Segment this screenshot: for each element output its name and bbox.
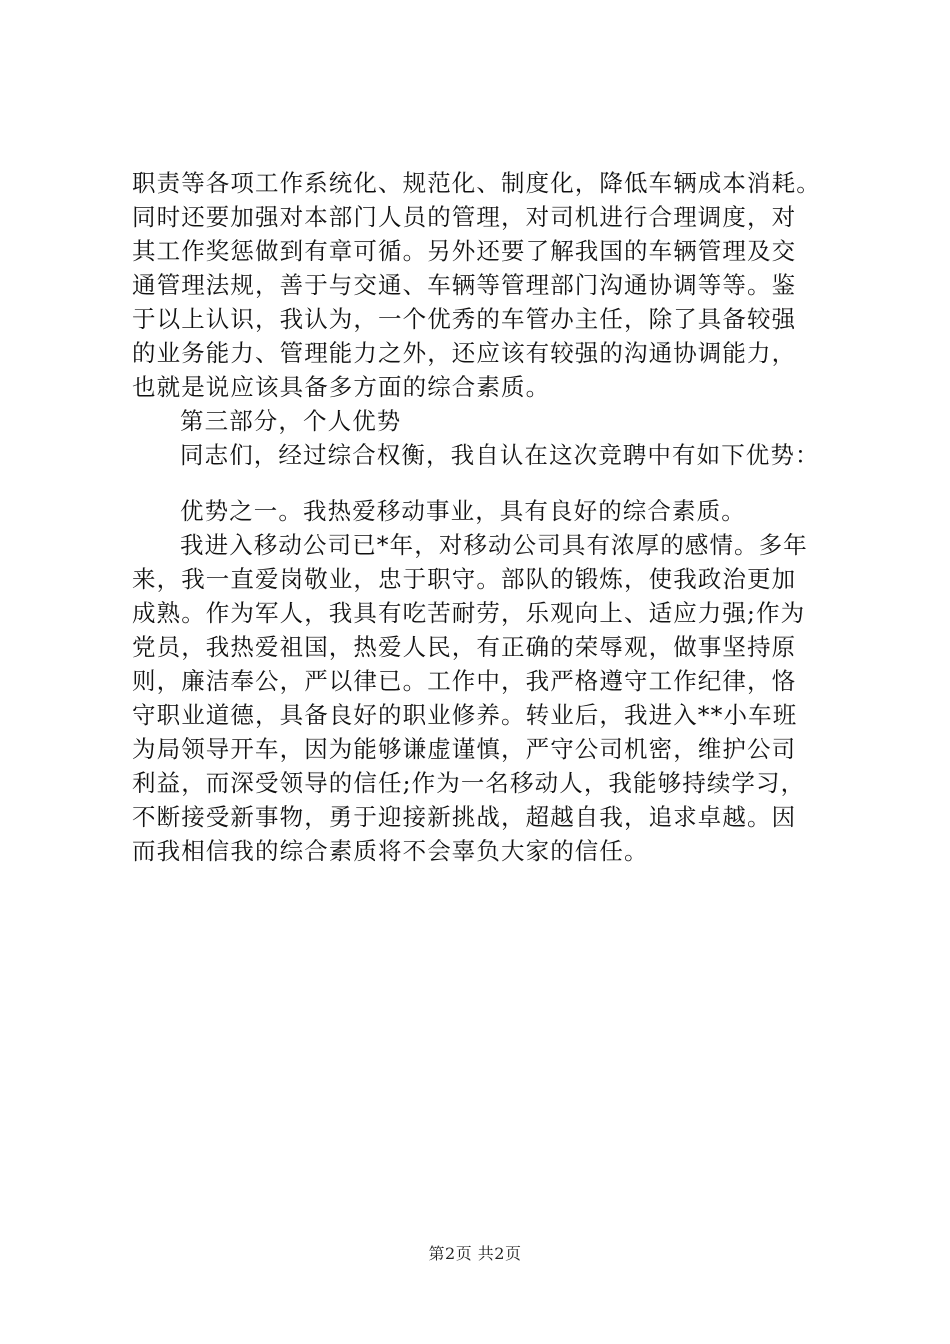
text-line: 则，廉洁奉公，严以律已。工作中，我严格遵守工作纪律，恪 — [132, 667, 797, 695]
text-line: 成熟。作为军人，我具有吃苦耐劳，乐观向上、适应力强;作为 — [132, 599, 806, 627]
text-line: 不断接受新事物，勇于迎接新挑战，超越自我，追求卓越。因 — [132, 803, 797, 831]
text-line: 利益，而深受领导的信任;作为一名移动人，我能够持续学习， — [132, 769, 806, 797]
section-heading: 第三部分，个人优势 — [180, 407, 402, 435]
paragraph-gap — [132, 472, 832, 494]
text-line: 也就是说应该具备多方面的综合素质。 — [132, 373, 551, 401]
text-line: 为局领导开车，因为能够谦虚谨慎，严守公司机密，维护公司 — [132, 735, 797, 763]
text-line: 同时还要加强对本部门人员的管理，对司机进行合理调度，对 — [132, 203, 797, 231]
text-line: 同志们，经过综合权衡，我自认在这次竞聘中有如下优势： — [180, 441, 820, 469]
text-line: 通管理法规，善于与交通、车辆等管理部门沟通协调等等。鉴 — [132, 271, 797, 299]
text-line: 职责等各项工作系统化、规范化、制度化，降低车辆成本消耗。 — [132, 169, 821, 197]
text-line: 来，我一直爱岗敬业，忠于职守。部队的锻炼，使我政治更加 — [132, 565, 797, 593]
text-line: 守职业道德，具备良好的职业修养。转业后，我进入**小车班 — [132, 701, 798, 729]
advantage-heading: 优势之一。我热爱移动事业，具有良好的综合素质。 — [180, 497, 746, 525]
text-line: 我进入移动公司已*年，对移动公司具有浓厚的感情。多年 — [180, 531, 808, 559]
text-line: 其工作奖惩做到有章可循。另外还要了解我国的车辆管理及交 — [132, 237, 797, 265]
text-line: 于以上认识，我认为，一个优秀的车管办主任，除了具备较强 — [132, 305, 797, 333]
text-line: 党员，我热爱祖国，热爱人民，有正确的荣辱观，做事坚持原 — [132, 633, 797, 661]
text-line: 而我相信我的综合素质将不会辜负大家的信任。 — [132, 837, 649, 865]
page-footer: 第2页 共2页 — [428, 1244, 522, 1263]
text-line: 的业务能力、管理能力之外，还应该有较强的沟通协调能力， — [132, 339, 797, 367]
document-body — [132, 166, 832, 868]
